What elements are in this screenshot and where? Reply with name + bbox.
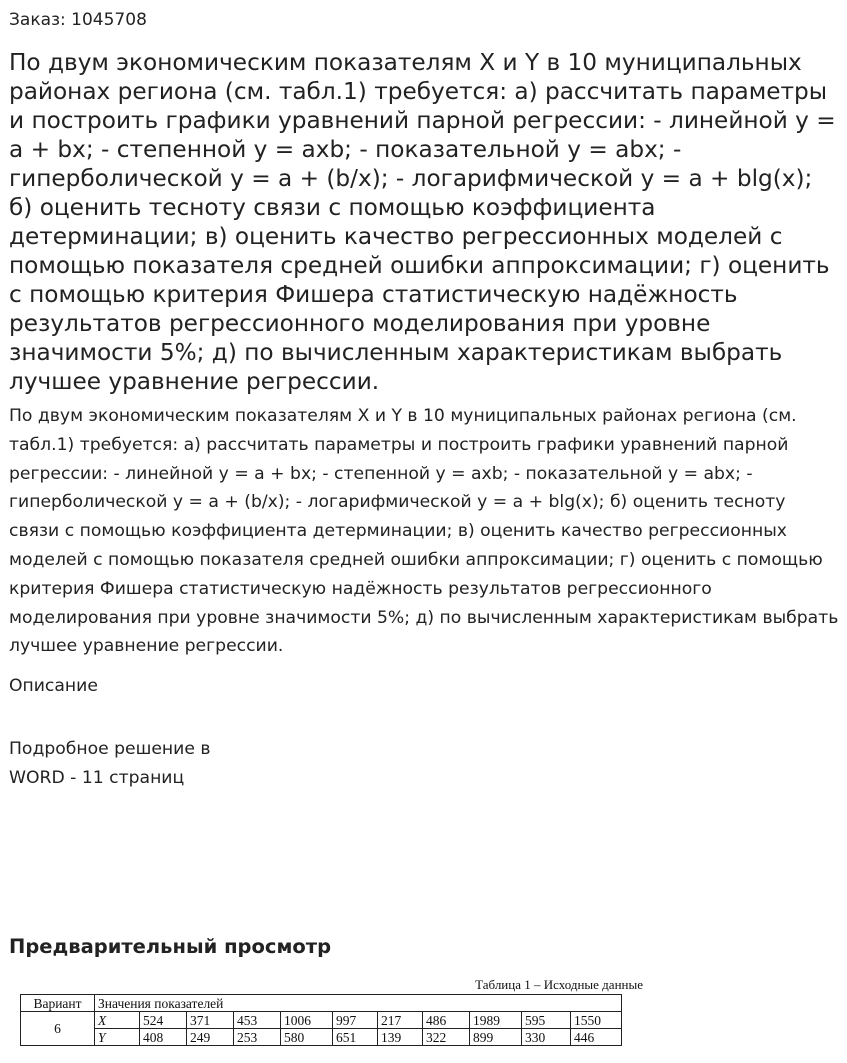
table-cell: 1989 <box>470 1012 522 1029</box>
table-caption: Таблица 1 – Исходные данные <box>475 977 643 992</box>
header-variant: Вариант <box>21 995 95 1012</box>
table-cell: 899 <box>470 1029 522 1046</box>
table-cell: 453 <box>234 1012 281 1029</box>
table-cell: 217 <box>378 1012 423 1029</box>
table-cell: 1550 <box>571 1012 622 1029</box>
table-cell: 580 <box>281 1029 333 1046</box>
task-description: По двум экономическим показателям X и Y в 10 муниципальных районах региона (см. табл.1) требуется: а) рассчитать параметры и построить графики уравнений парной регрессии: - линейной y = a + bx; - степенной y = axb; - показательной y = abx; - гиперболической y = a + (b/x); - логарифмической y = a + blg(x); б) оценить тесноту связи с помощью коэффициента детерминации; в) оценить качество регрессионных моделей с помощью показателя средней ошибки аппроксимации; г) оценить с помощью критерия Фишера статистическую надёжность результатов регрессионного моделирования при уровне значимости 5%; д) по вычисленным характеристикам выбрать лучшее уравнение регрессии. <box>9 406 839 657</box>
row-label-y: Y <box>95 1029 140 1046</box>
order-number: Заказ: 1045708 <box>9 10 147 30</box>
table-cell: 997 <box>333 1012 378 1029</box>
table-cell: 595 <box>522 1012 571 1029</box>
table-row <box>21 1012 622 1029</box>
variant-number: 6 <box>21 1012 95 1046</box>
table-cell: 249 <box>187 1029 234 1046</box>
description-label: Описание <box>9 676 98 696</box>
table-cell: 1006 <box>281 1012 333 1029</box>
table-cell: 524 <box>140 1012 187 1029</box>
table-header-row <box>21 995 622 1012</box>
preview-document <box>0 974 847 1063</box>
table-cell: 322 <box>423 1029 470 1046</box>
table-cell: 446 <box>571 1029 622 1046</box>
table-cell: 651 <box>333 1029 378 1046</box>
row-label-x: X <box>95 1012 140 1029</box>
table-cell: 371 <box>187 1012 234 1029</box>
source-data-table <box>20 994 622 1046</box>
task-heading: По двум экономическим показателям X и Y в 10 муниципальных районах региона (см. табл.1) требуется: а) рассчитать параметры и построить графики уравнений парной регрессии: - линейной y = a + bx; - степенной y = axb; - показательной y = abx; - гиперболической y = a + (b/x); - логарифмической y = a + blg(x); б) оценить тесноту связи с помощью коэффициента детерминации; в) оценить качество регрессионных моделей с помощью показателя средней ошибки аппроксимации; г) оценить с помощью критерия Фишера статистическую надёжность результатов регрессионного моделирования при уровне значимости 5%; д) по вычисленным характеристикам выбрать лучшее уравнение регрессии. <box>9 49 836 395</box>
table-row <box>21 1029 622 1046</box>
table-cell: 253 <box>234 1029 281 1046</box>
table-cell: 330 <box>522 1029 571 1046</box>
table-cell: 139 <box>378 1029 423 1046</box>
header-values: Значения показателей <box>95 995 622 1012</box>
table-cell: 408 <box>140 1029 187 1046</box>
table-cell: 486 <box>423 1012 470 1029</box>
preview-title: Предварительный просмотр <box>9 935 332 958</box>
description-text: Подробное решение в WORD - 11 страниц <box>9 739 211 788</box>
